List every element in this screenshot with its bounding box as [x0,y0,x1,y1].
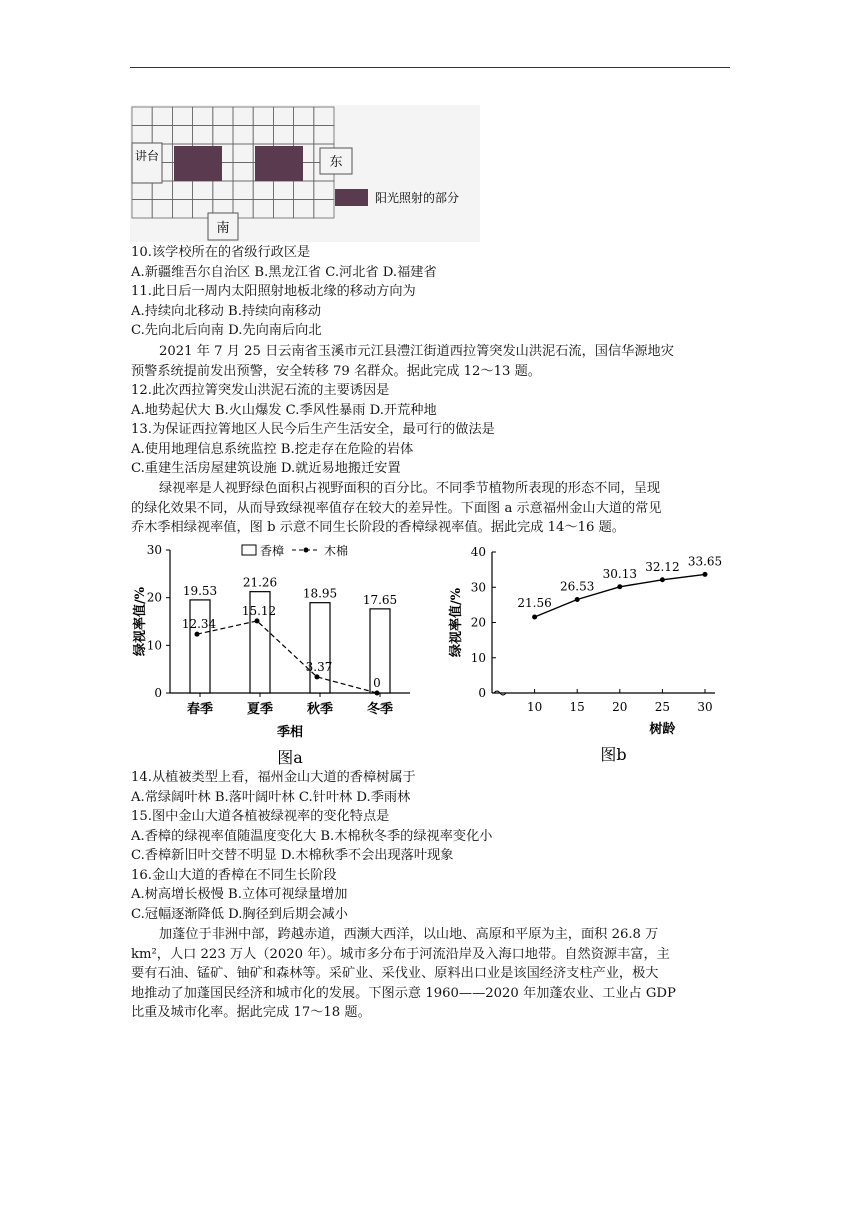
y-axis-label: 绿视率值/% [133,586,148,657]
platform-label: 讲台 [134,149,160,163]
data-point [617,584,622,589]
question-text: A.新疆维吾尔自治区 B.黑龙江省 C.河北省 D.福建省 [131,264,437,280]
question-text: A.持续向北移动 B.持续向南移动 [131,303,322,319]
x-tick-label: 15 [569,700,585,714]
y-axis-label: 绿视率值/% [449,587,464,658]
point-value-label: 21.56 [517,596,552,611]
x-tick-label: 25 [654,700,671,714]
point-value-label: 3.37 [305,659,333,674]
legend-swatch [335,189,368,206]
passage-text: 加蓬位于非洲中部，跨越赤道，西濒大西洋，以山地、高原和平原为主，面积 26.8 万 [159,927,659,942]
x-tick-label: 20 [612,700,628,714]
legend-swatch-bar [242,545,256,555]
legend-label: 木棉 [324,544,349,558]
point-mumian [315,674,320,679]
data-point [532,615,537,620]
south-label: 南 [216,221,230,236]
point-value-label: 30.13 [602,566,637,581]
x-axis-label: 树龄 [649,722,676,737]
y-tick-label: 0 [154,686,162,700]
point-value-label: 12.34 [181,617,217,632]
bar-value-label: 19.53 [182,583,218,598]
x-tick-label: 30 [697,700,713,714]
data-point [703,572,708,577]
point-value-label: 0 [373,676,381,690]
passage-text: 的绿化效果不同，从而导致绿视率值存在较大的差异性。下面图 a 示意福州金山大道的常见 [131,500,662,516]
point-mumian [255,618,260,623]
question-text: C.冠幅逐渐降低 D.胸径到后期会减小 [131,906,348,922]
category-label: 秋季 [306,702,334,717]
chart-b [440,538,730,770]
question-text: 13.为保证西拉箐地区人民今后生产生活安全，最可行的做法是 [131,422,495,437]
y-tick-label: 30 [470,580,486,595]
chart-a [130,538,420,770]
question-text: 12.此次西拉箐突发山洪泥石流的主要诱因是 [131,383,390,398]
question-text: 16.金山大道的香樟在不同生长阶段 [131,867,337,883]
x-tick-label: 10 [526,700,543,714]
figure-caption: 图a [277,748,303,767]
sunlit-area-east [255,146,303,181]
category-label: 夏季 [246,702,274,717]
sunlit-area-west [174,146,222,181]
header-rule [130,67,730,68]
question-text: A.树高增长极慢 B.立体可视绿量增加 [131,887,348,902]
question-text: C.重建生活房屋建筑设施 D.就近易地搬迁安置 [131,461,401,476]
y-tick-label: 20 [470,615,486,630]
series-line-mumian [197,621,377,693]
x-axis-label: 季相 [276,725,304,740]
question-text: A.香樟的绿视率值随温度变化大 B.木棉秋冬季的绿视率变化小 [131,828,493,844]
bar-xiangzhang [190,600,210,693]
figure-caption: 图b [600,745,627,764]
question-text: A.地势起伏大 B.火山爆发 C.季风性暴雨 D.开荒种地 [131,402,437,418]
classroom-grid-figure [130,105,480,242]
question-text: 10.该学校所在的省级行政区是 [131,245,311,260]
passage-text: 比重及城市化率。据此完成 17～18 题。 [131,1005,371,1020]
legend-text: 阳光照射的部分 [375,191,460,205]
bar-value-label: 17.65 [362,592,398,607]
question-text: 15.图中金山大道各植被绿视率的变化特点是 [131,809,390,824]
bar-value-label: 21.26 [242,575,278,590]
data-point [660,577,665,582]
point-value-label: 32.12 [645,559,680,574]
question-text: C.香樟新旧叶交替不明显 D.木棉秋季不会出现落叶现象 [131,848,454,863]
passage-text: 2021 年 7 月 25 日云南省玉溪市元江县澧江街道西拉箐突发山洪泥石流，国信华源地灾 [159,344,674,359]
passage-text: 地推动了加蓬国民经济和城市化的发展。下图示意 1960——2020 年加蓬农业、工业占 GDP [131,985,676,1001]
point-value-label: 15.12 [241,603,277,618]
legend-label: 香樟 [260,544,285,558]
point-value-label: 33.65 [687,554,723,569]
point-mumian [375,691,380,696]
data-point [575,597,580,602]
question-text: 11.此日后一周内太阳照射地板北缘的移动方向为 [131,284,416,299]
passage-text: 预警系统提前发出预警，安全转移 79 名群众。据此完成 12～13 题。 [131,363,541,379]
y-tick-label: 40 [470,545,486,559]
passage-text: 要有石油、锰矿、铀矿和森林等。采矿业、采伐业、原料出口业是该国经济支柱产业，极大 [131,966,659,981]
east-label: 东 [329,155,343,170]
y-tick-label: 20 [146,590,162,605]
bar-value-label: 18.95 [302,586,338,601]
question-text: A.使用地理信息系统监控 B.挖走存在危险的岩体 [131,441,414,457]
point-value-label: 26.53 [560,579,595,594]
question-text: 14.从植被类型上看，福州金山大道的香樟树属于 [131,770,416,785]
category-label: 春季 [186,702,214,717]
point-mumian [195,632,200,637]
y-tick-label: 10 [146,638,162,653]
question-text: A.常绿阔叶林 B.落叶阔叶林 C.针叶林 D.季雨林 [131,789,411,805]
y-tick-label: 10 [470,650,486,665]
passage-text: 乔木季相绿视率值，图 b 示意不同生长阶段的香樟绿视率值。据此完成 14～16 题。 [131,520,625,535]
y-tick-label: 0 [478,686,486,700]
category-label: 冬季 [366,702,394,717]
passage-text: km²，人口 223 万人（2020 年）。城市多分布于河流沿岸及入海口地带。自然资源丰富，主 [131,946,670,962]
passage-text: 绿视率是人视野绿色面积占视野面积的百分比。不同季节植物所表现的形态不同，呈现 [159,481,661,496]
y-tick-label: 30 [146,543,162,557]
question-text: C.先向北后向南 D.先向南后向北 [131,323,322,338]
